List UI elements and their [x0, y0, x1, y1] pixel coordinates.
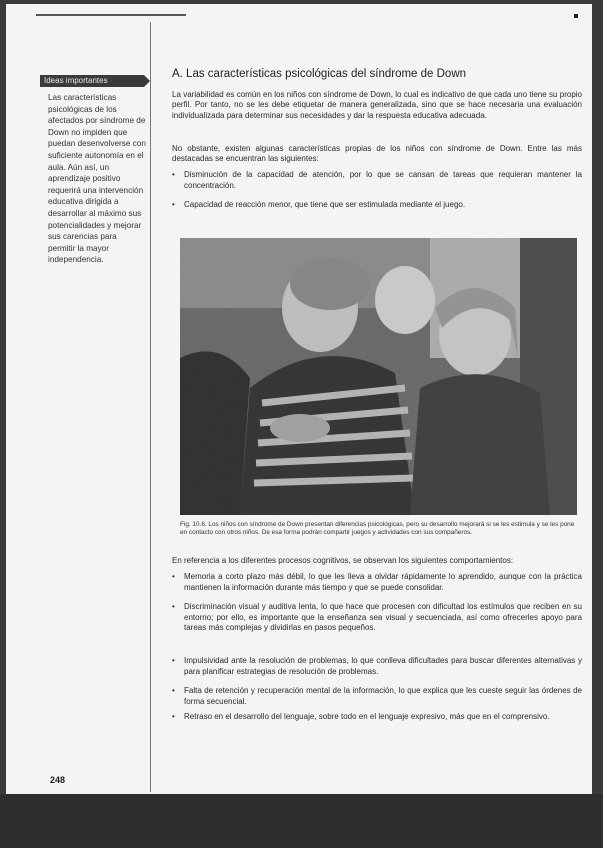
intro-paragraph-2: No obstante, existen algunas características propias de los niños con síndrome de Down. Entre las más destacadas se encuentran las siguientes: — [172, 144, 582, 164]
children-photo — [180, 238, 577, 515]
bullet-language: • Retraso en el desarrollo del lenguaje, sobre todo en el lenguaje expresivo, más que en el comprensivo. — [172, 712, 582, 723]
cognitive-intro: En referencia a los diferentes procesos cognitivos, se observan los siguientes comportamientos: — [172, 556, 514, 565]
bullet-memory: • Memoria a corto plazo más débil, lo que les lleva a olvidar rápidamente lo aprendido, aunque con la práctica mantienen la información durante más tiempo y que se puede consolidar. — [172, 572, 582, 593]
sidebar-note: Las características psicológicas de los afectados por síndrome de Down no impiden que puedan desenvolverse con suficiente autonomía en el aula. Aún así, un aprendizaje positivo requerirá una intervención educativa dirigida a desarrollar al máximo sus potencialidades y mejorar sus carencias para permitir la mayor independencia. — [48, 93, 146, 265]
margin-rule — [150, 22, 151, 792]
corner-mark — [574, 14, 578, 18]
top-rule — [36, 14, 186, 16]
intro-paragraph-1: La variabilidad es común en los niños con síndrome de Down, lo cual es indicativo de que cada uno tiene su propio perfil. Por tanto, no se les debe etiquetar de manera generalizada, sino que se hace necesaria una evaluación individualizada para determinar sus necesidades y dar la respuesta educativa adecuada. — [172, 90, 582, 120]
bullet-discrimination: • Discriminación visual y auditiva lenta, lo que hace que procesen con dificultad los estímulos que reciben en su entorno; por ello, es importante que la enseñanza sea visual y secuenciada, así como ofrecerles apoyo para tareas más complejas y dividirlas en pasos pequeños. — [172, 602, 582, 634]
bullet-attention: • Disminución de la capacidad de atención, por lo que se cansan de tareas que requieran mantener la concentración. — [172, 170, 582, 191]
bullet-impulsivity: • Impulsividad ante la resolución de problemas, lo que conlleva dificultades para buscar diferentes alternativas y para planificar estrategias de resolución de problemas. — [172, 656, 582, 677]
book-page — [6, 4, 592, 794]
bullet-retention: • Falta de retención y recuperación mental de la información, lo que explica que les cueste seguir las órdenes de forma secuencial. — [172, 686, 582, 707]
page-number: 248 — [50, 775, 66, 785]
section-heading: A. Las características psicológicas del síndrome de Down — [172, 68, 467, 80]
sidebar-tag: Ideas importantes — [40, 75, 144, 87]
bullet-reaction: • Capacidad de reacción menor, que tiene que ser estimulada mediante el juego. — [172, 200, 582, 211]
scan-shadow — [0, 794, 603, 848]
photo-caption: Fig. 10.6. Los niños con síndrome de Down presentan diferencias psicológicas, pero su desarrollo mejorará si se les estimula y se les pone en contacto con otros niños. De esa forma podrán compartir juegos y actividades con sus compañeros. — [180, 521, 575, 536]
